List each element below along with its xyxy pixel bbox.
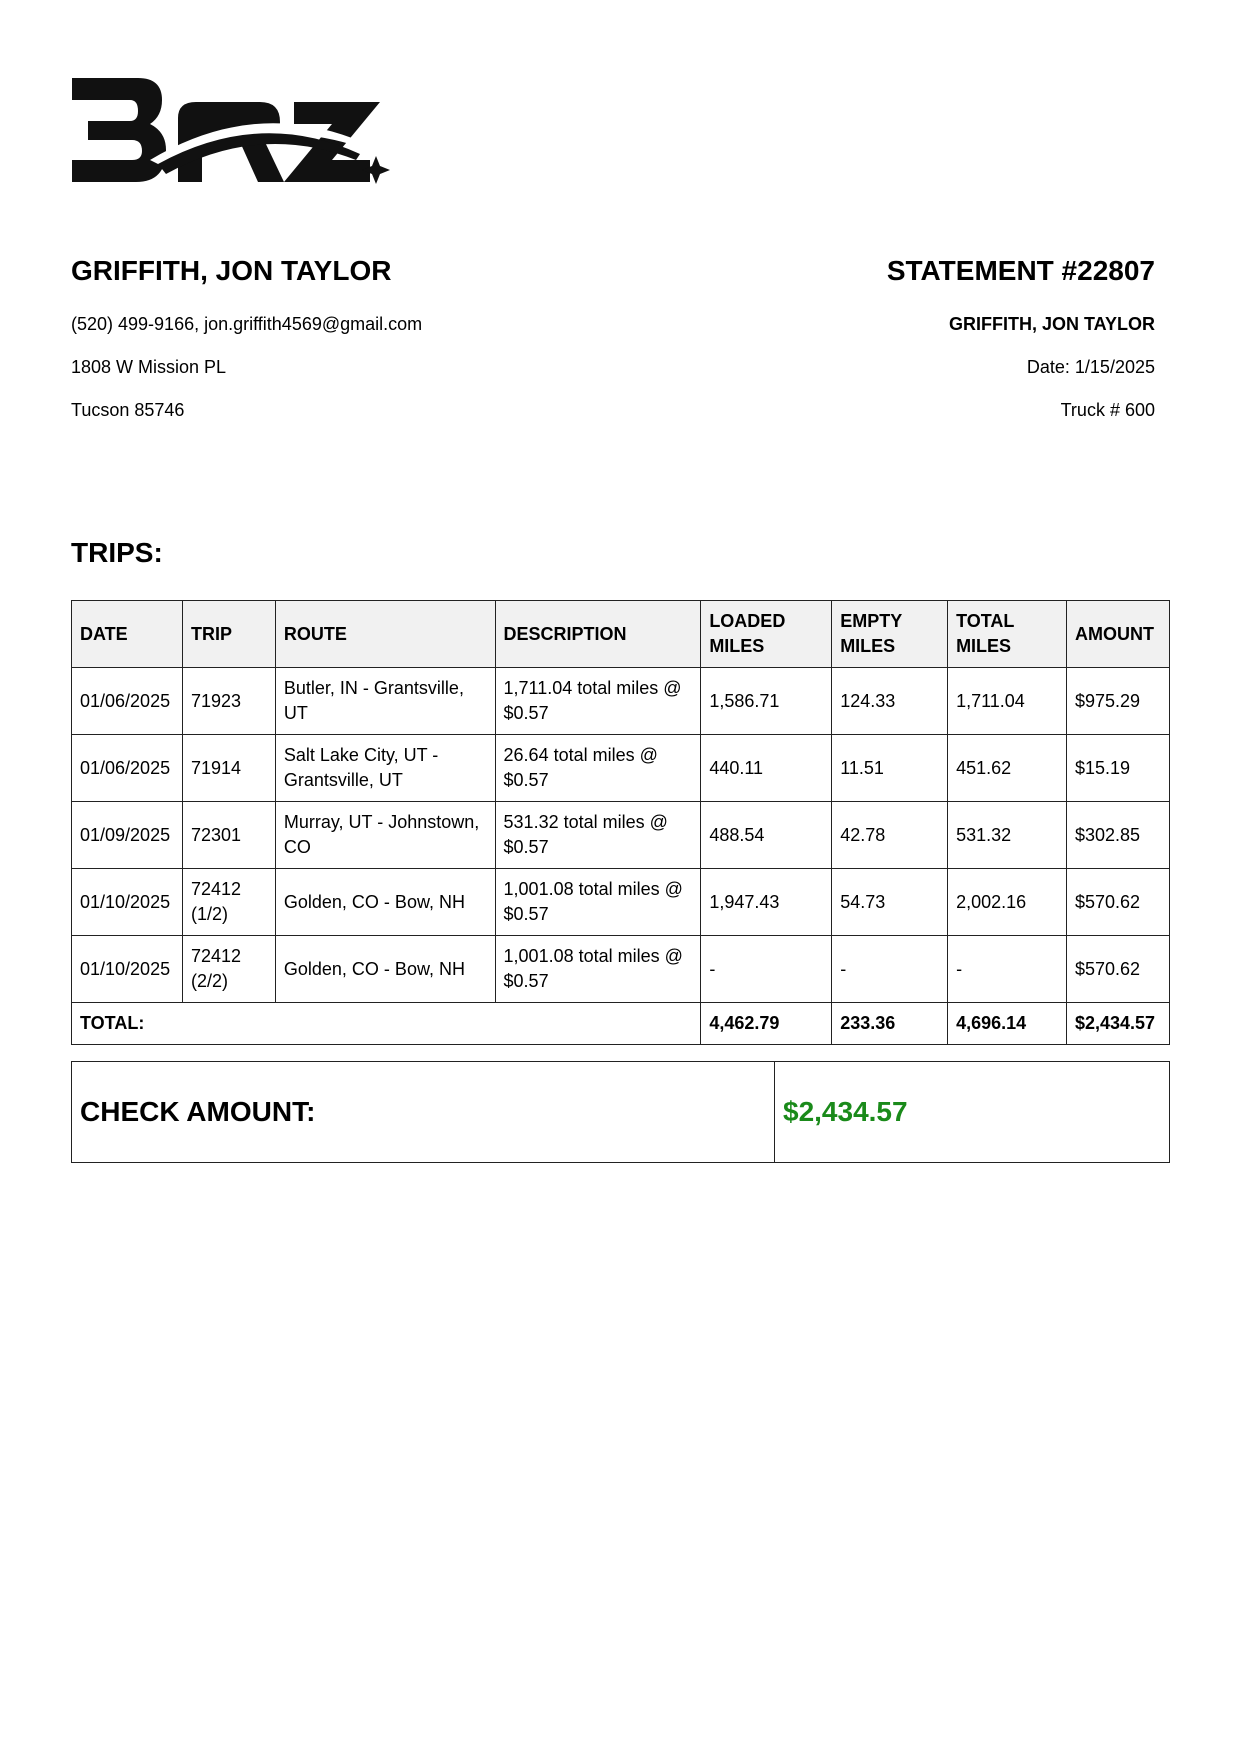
cell-total-miles: 1,711.04 [948,668,1067,735]
cell-route: Butler, IN - Grantsville, UT [275,668,495,735]
cell-date: 01/09/2025 [72,802,183,869]
table-row [72,668,1170,735]
trips-table [71,600,1170,1045]
cell-amount: $570.62 [1066,869,1169,936]
cell-empty-miles: 42.78 [832,802,948,869]
cell-trip: 72412 (1/2) [182,869,275,936]
cell-empty-miles: 11.51 [832,735,948,802]
cell-trip: 71923 [182,668,275,735]
header-route: ROUTE [275,601,495,668]
cell-route: Golden, CO - Bow, NH [275,936,495,1003]
cell-total-miles: 531.32 [948,802,1067,869]
check-amount-box [71,1061,1170,1163]
driver-city: Tucson 85746 [71,400,185,420]
statement-name: GRIFFITH, JON TAYLOR [948,314,1155,334]
cell-empty-miles: - [832,936,948,1003]
header-total-miles: TOTAL MILES [948,601,1067,668]
cell-trip: 71914 [182,735,275,802]
table-row [72,936,1170,1003]
cell-loaded-miles: 1,947.43 [701,869,832,936]
cell-date: 01/10/2025 [72,936,183,1003]
cell-empty-miles: 124.33 [832,668,948,735]
header-date: DATE [72,601,183,668]
check-amount-value: $2,434.57 [775,1062,1170,1163]
statement-title: STATEMENT #22807 [886,255,1155,286]
header-trip: TRIP [182,601,275,668]
table-row [72,735,1170,802]
cell-description: 1,711.04 total miles @ $0.57 [495,668,701,735]
table-header-row [72,601,1170,668]
total-empty-miles: 233.36 [832,1003,948,1045]
cell-total-miles: - [948,936,1067,1003]
cell-empty-miles: 54.73 [832,869,948,936]
total-label: TOTAL: [72,1003,701,1045]
cell-amount: $975.29 [1066,668,1169,735]
cell-total-miles: 451.62 [948,735,1067,802]
cell-date: 01/10/2025 [72,869,183,936]
driver-address: 1808 W Mission PL [71,357,227,377]
cell-description: 1,001.08 total miles @ $0.57 [495,936,701,1003]
cell-description: 1,001.08 total miles @ $0.57 [495,869,701,936]
cell-route: Murray, UT - Johnstown, CO [275,802,495,869]
total-amount: $2,434.57 [1066,1003,1169,1045]
cell-amount: $302.85 [1066,802,1169,869]
cell-amount: $15.19 [1066,735,1169,802]
trips-heading: TRIPS: [71,537,163,568]
cell-loaded-miles: 1,586.71 [701,668,832,735]
cell-trip: 72412 (2/2) [182,936,275,1003]
cell-date: 01/06/2025 [72,668,183,735]
total-row [72,1003,1170,1045]
total-total-miles: 4,696.14 [948,1003,1067,1045]
total-loaded-miles: 4,462.79 [701,1003,832,1045]
header-empty-miles: EMPTY MILES [832,601,948,668]
brz-logo [70,78,390,193]
cell-description: 531.32 total miles @ $0.57 [495,802,701,869]
cell-route: Golden, CO - Bow, NH [275,869,495,936]
cell-total-miles: 2,002.16 [948,869,1067,936]
cell-loaded-miles: - [701,936,832,1003]
header-amount: AMOUNT [1066,601,1169,668]
driver-name: GRIFFITH, JON TAYLOR [71,255,392,286]
cell-date: 01/06/2025 [72,735,183,802]
cell-route: Salt Lake City, UT - Grantsville, UT [275,735,495,802]
statement-date: Date: 1/15/2025 [1026,357,1155,377]
header-loaded-miles: LOADED MILES [701,601,832,668]
cell-loaded-miles: 488.54 [701,802,832,869]
cell-amount: $570.62 [1066,936,1169,1003]
header-description: DESCRIPTION [495,601,701,668]
table-row [72,802,1170,869]
cell-loaded-miles: 440.11 [701,735,832,802]
cell-trip: 72301 [182,802,275,869]
truck-number: Truck # 600 [1060,400,1155,420]
check-amount-label: CHECK AMOUNT: [72,1062,775,1163]
table-row [72,869,1170,936]
cell-description: 26.64 total miles @ $0.57 [495,735,701,802]
driver-contact: (520) 499-9166, jon.griffith4569@gmail.com [71,314,423,334]
